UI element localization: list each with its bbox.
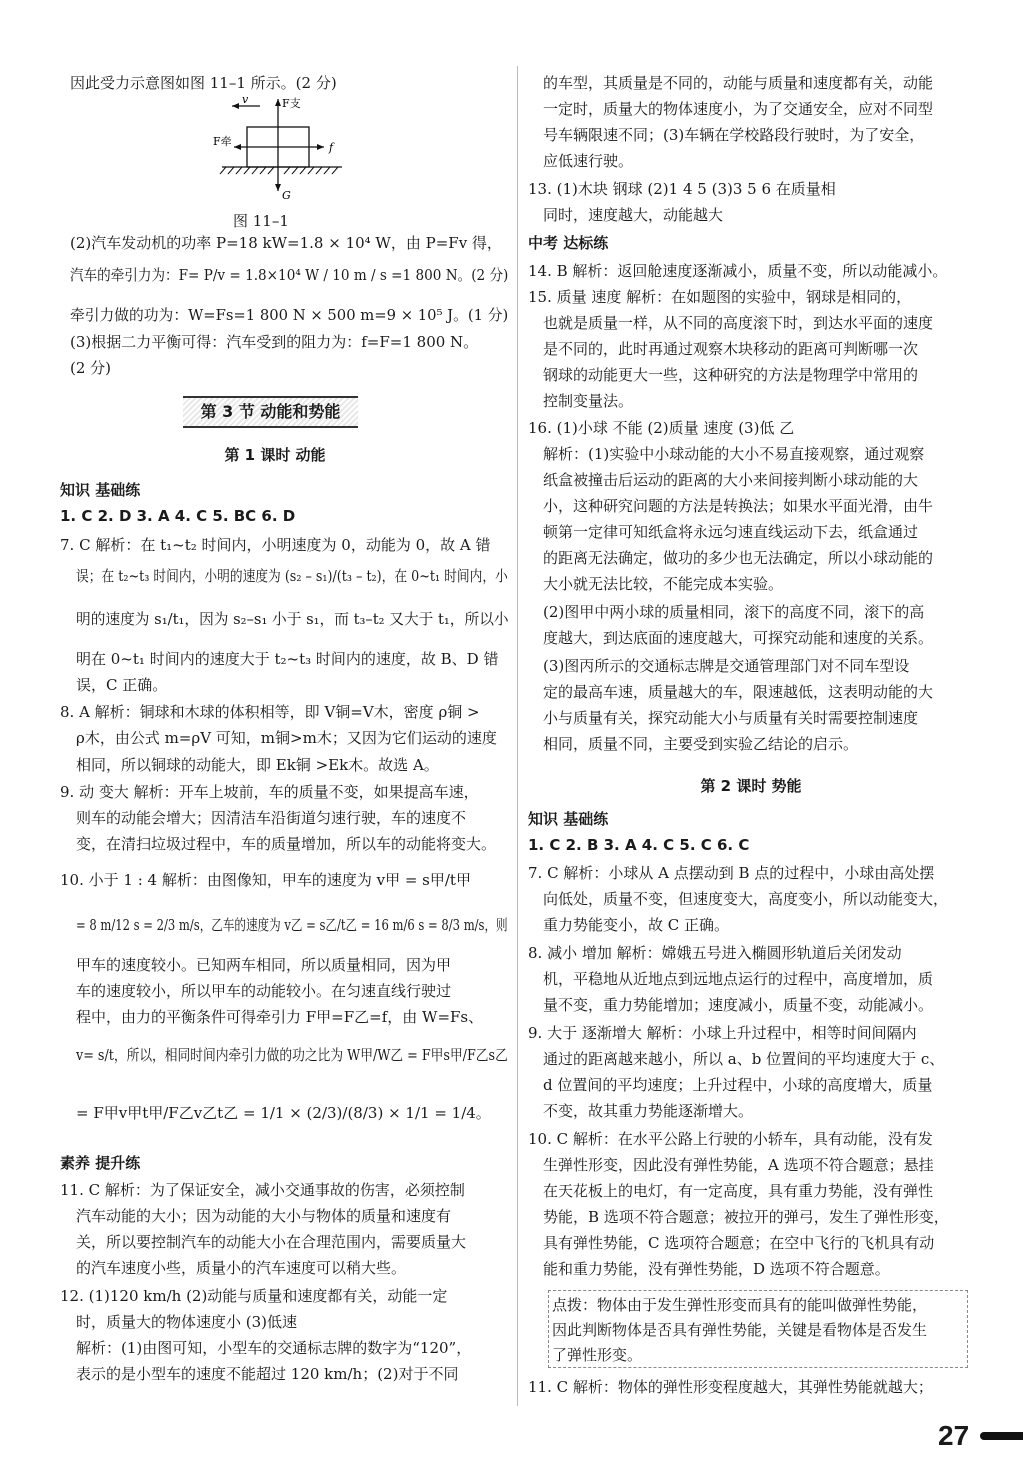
- text-line: 明在 0~t₁ 时间内的速度大于 t₂~t₃ 时间内的速度，故 B、D 错: [76, 650, 499, 668]
- lesson-title: 第 2 课时 势能: [700, 777, 802, 795]
- text-line: 度越大，到达底面的速度越大，可探究动能和速度的关系。: [543, 629, 934, 647]
- text-line: 控制变量法。: [543, 392, 634, 410]
- text-line: 误，C 正确。: [76, 676, 168, 694]
- text-line: 变，在清扫垃圾过程中，车的质量增加，所以车的动能将变大。: [76, 835, 497, 853]
- text-line: 重力势能变小，故 C 正确。: [543, 916, 730, 934]
- question-14: 14. B 解析：返回舱速度逐渐减小，质量不变，所以动能减小。: [528, 262, 948, 280]
- text-line: (2)图甲中两小球的质量相同，滚下的高度不同，滚下的高: [543, 603, 925, 621]
- question-11: 11. C 解析：为了保证安全，减小交通事故的伤害，必须控制: [60, 1181, 465, 1199]
- text-line: 解析：(1)由图可知，小型车的交通标志牌的数字为“120”，: [76, 1339, 472, 1357]
- question-15: 15. 质量 速度 解析：在如题图的实验中，钢球是相同的，: [528, 288, 912, 306]
- text-line: 误；在 t₂~t₃ 时间内，小明的速度为 (s₂ – s₁)/(t₃ – t₂)，在 0~t₁ 时间内，小: [76, 567, 508, 585]
- text-line: 势能，B 选项不符合题意；被拉开的弹弓，发生了弹性形变，: [543, 1208, 949, 1226]
- text-line: 生弹性形变，因此没有弹性势能，A 选项不符合题意；悬挂: [543, 1156, 934, 1174]
- support-force-label: F支: [282, 97, 301, 110]
- text-line: 通过的距离越来越小，所以 a、b 位置间的平均速度大于 c、: [543, 1050, 945, 1068]
- text-line: 关，所以要控制汽车的动能大小在合理范围内，需要质量大: [76, 1233, 467, 1251]
- text-line: 纸盒被撞击后运动的距离的大小来间接判断小球动能的大: [543, 471, 919, 489]
- tip-line: 了弹性形变。: [552, 1346, 643, 1364]
- text-line: = 8 m/12 s = 2/3 m/s，乙车的速度为 v乙 = s乙/t乙 = 16 m/6 s = 8/3 m/s，则: [76, 916, 508, 934]
- text-line: ρ木，由公式 m=ρV 可知，m铜>m木；又因为它们运动的速度: [76, 729, 497, 747]
- section-banner: 第 3 节 动能和势能: [183, 396, 358, 428]
- question-9: 9. 大于 逐渐增大 解析：小球上升过程中，相等时间间隔内: [528, 1024, 917, 1042]
- text-line: 明的速度为 s₁/t₁，因为 s₂–s₁ 小于 s₁，而 t₃–t₂ 又大于 t₁，所以小: [76, 610, 509, 628]
- text-line: 在天花板上的电灯，有一定高度，具有重力势能，没有弹性: [543, 1182, 934, 1200]
- text-line: 的距离无法确定，做功的多少也无法确定，所以小球动能的: [543, 549, 934, 567]
- text-line: 具有弹性势能，C 选项符合题意；在空中飞行的飞机具有动: [543, 1234, 935, 1252]
- text-line: 牵引力做的功为：W=Fs=1 800 N × 500 m=9 × 10⁵ J。(1 分): [70, 306, 509, 324]
- question-16: 16. (1)小球 不能 (2)质量 速度 (3)低 乙: [528, 419, 795, 437]
- question-7: 7. C 解析：小球从 A 点摆动到 B 点的过程中，小球由高处摆: [528, 864, 935, 882]
- text-line: v= s/t，所以，相同时间内牵引力做的功之比为 W甲/W乙 = F甲s甲/F乙s乙: [76, 1046, 508, 1064]
- text-line: 应低速行驶。: [543, 152, 634, 170]
- text-line: 小与质量有关，探究动能大小与质量有关时需要控制速度: [543, 709, 919, 727]
- text-line: 程中，由力的平衡条件可得牵引力 F甲=F乙=f，由 W=Fs、: [76, 1008, 484, 1026]
- text-line: 也就是质量一样，从不同的高度滚下时，到达水平面的速度: [543, 314, 934, 332]
- question-10: 10. 小于 1 : 4 解析：由图像知，甲车的速度为 v甲 = s甲/t甲: [60, 871, 471, 889]
- column-divider: [517, 66, 518, 1406]
- traction-force-label: F牵: [213, 135, 232, 148]
- text-line: 表示的是小型车的速度不能超过 120 km/h；(2)对于不同: [76, 1365, 459, 1383]
- question-10: 10. C 解析：在水平公路上行驶的小轿车，具有动能，没有发: [528, 1130, 933, 1148]
- page-number-bar: [980, 1432, 1023, 1440]
- text-line: 汽车动能的大小；因为动能的大小与物体的质量和速度有: [76, 1207, 452, 1225]
- text-line: 则车的动能会增大；因清洁车沿街道匀速行驶，车的速度不: [76, 809, 467, 827]
- question-9: 9. 动 变大 解析：开车上坡前，车的质量不变，如果提高车速，: [60, 783, 479, 801]
- text-line: 汽车的牵引力为：F= P/v = 1.8×10⁴ W / 10 m / s =1 800 N。(2 分): [70, 266, 509, 284]
- page-number: 27: [938, 1420, 970, 1451]
- answers-line: 1. C 2. D 3. A 4. C 5. BC 6. D: [60, 507, 296, 525]
- text-line: 向低处，质量不变，但速度变大，高度变小，所以动能变大，: [543, 890, 949, 908]
- text-line: 钢球的动能更大一些，这种研究的方法是物理学中常用的: [543, 366, 919, 384]
- text-line: 是不同的，此时再通过观察木块移动的距离可判断哪一次: [543, 340, 919, 358]
- text-line: 相同，质量不同，主要受到实验乙结论的启示。: [543, 735, 859, 753]
- gravity-label: G: [282, 189, 291, 202]
- question-13: 13. (1)木块 钢球 (2)1 4 5 (3)3 5 6 在质量相: [528, 180, 836, 198]
- text-line: 的车型，其质量是不同的，动能与质量和速度都有关，动能: [543, 74, 934, 92]
- text-line: 一定时，质量大的物体速度小，为了交通安全，应对不同型: [543, 100, 934, 118]
- force-diagram: [212, 95, 352, 207]
- lesson-title: 第 1 课时 动能: [224, 446, 326, 464]
- text-line: 定的最高车速，质量越大的车，限速越低，这表明动能的大: [543, 683, 934, 701]
- text-line: 相同，所以铜球的动能大，即 Ek铜 >Ek木。故选 A。: [76, 756, 439, 774]
- question-11: 11. C 解析：物体的弹性形变程度越大，其弹性势能就越大；: [528, 1378, 933, 1396]
- text-line: 甲车的速度较小。已知两车相同，所以质量相同，因为甲: [76, 956, 452, 974]
- text-line: 小，这种研究问题的方法是转换法；如果水平面光滑，由牛: [543, 497, 934, 515]
- text-line: 量不变，重力势能增加；速度减小，质量不变，动能减小。: [543, 996, 934, 1014]
- text-line: 不变，故其重力势能逐渐增大。: [543, 1102, 754, 1120]
- subsection-heading: 知识 基础练: [528, 810, 609, 828]
- text-line: 能和重力势能，没有弹性势能，D 选项不符合题意。: [543, 1260, 890, 1278]
- tip-line: 因此判断物体是否具有弹性势能，关键是看物体是否发生: [552, 1321, 928, 1339]
- velocity-label: v: [242, 95, 249, 106]
- text-line: 同时，速度越大，动能越大: [543, 206, 724, 224]
- subsection-heading: 素养 提升练: [60, 1154, 141, 1172]
- friction-label: f: [329, 141, 334, 154]
- answers-line: 1. C 2. B 3. A 4. C 5. C 6. C: [528, 836, 750, 854]
- text-line: d 位置间的平均速度；上升过程中，小球的高度增大，质量: [543, 1076, 933, 1094]
- text-line: (2 分): [70, 359, 112, 377]
- text-line: 顿第一定律可知纸盒将永远匀速直线运动下去，纸盒通过: [543, 523, 919, 541]
- question-8: 8. A 解析：铜球和木球的体积相等，即 V铜=V木，密度 ρ铜 >: [60, 703, 480, 721]
- text-line: 时，质量大的物体速度小 (3)低速: [76, 1313, 298, 1331]
- text-line: 号车辆限速不同；(3)车辆在学校路段行驶时，为了安全，: [543, 126, 925, 144]
- text-line: 的汽车速度小些，质量小的汽车速度可以稍大些。: [76, 1259, 407, 1277]
- tip-line: 点拨：物体由于发生弹性形变而具有的能叫做弹性势能，: [552, 1296, 928, 1314]
- text-line: 车的速度较小，所以甲车的动能较小。在匀速直线行驶过: [76, 982, 452, 1000]
- text-line: (3)根据二力平衡可得：汽车受到的阻力为：f=F=1 800 N。: [70, 333, 479, 351]
- question-8: 8. 减小 增加 解析：嫦娥五号进入椭圆形轨道后关闭发动: [528, 944, 902, 962]
- text-line: 解析：(1)实验中小球动能的大小不易直接观察，通过观察: [543, 445, 925, 463]
- question-12: 12. (1)120 km/h (2)动能与质量和速度都有关，动能一定: [60, 1287, 448, 1305]
- text-line: (3)图丙所示的交通标志牌是交通管理部门对不同车型设: [543, 657, 910, 675]
- text-line: 机，平稳地从近地点到远地点运行的过程中，高度增加，质: [543, 970, 934, 988]
- figure-caption: 图 11–1: [233, 212, 289, 230]
- text-line: 因此受力示意图如图 11–1 所示。(2 分): [70, 74, 337, 92]
- text-line: = F甲v甲t甲/F乙v乙t乙 = 1/1 × (2/3)/(8/3) × 1/1 = 1/4。: [76, 1104, 491, 1122]
- text-line: 大小就无法比较，不能完成本实验。: [543, 575, 784, 593]
- subsection-heading: 知识 基础练: [60, 481, 141, 499]
- text-line: (2)汽车发动机的功率 P=18 kW=1.8 × 10⁴ W，由 P=Fv 得，: [70, 234, 502, 252]
- question-7: 7. C 解析：在 t₁~t₂ 时间内，小明速度为 0，动能为 0，故 A 错: [60, 536, 491, 554]
- subsection-heading: 中考 达标练: [528, 234, 609, 252]
